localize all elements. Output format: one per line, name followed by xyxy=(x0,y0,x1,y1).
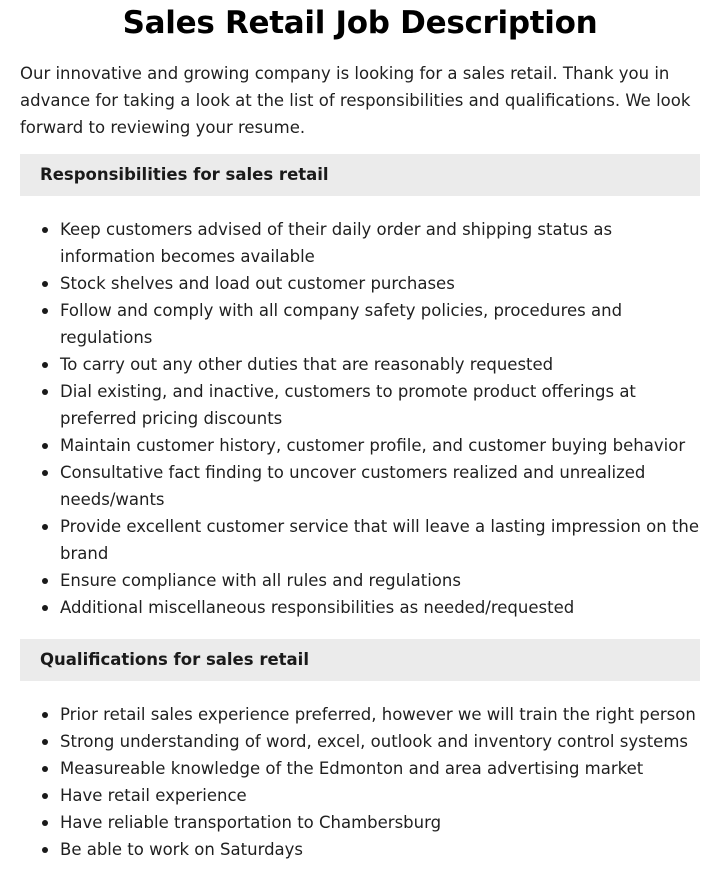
bullet-icon xyxy=(42,820,48,826)
list-item xyxy=(20,755,700,782)
bullet-icon xyxy=(42,389,48,395)
list-item xyxy=(20,594,700,621)
responsibilities-header: Responsibilities for sales retail xyxy=(20,154,700,196)
list-item-text: Consultative fact finding to uncover customers realized and unrealized needs/wants xyxy=(60,463,646,509)
bullet-icon xyxy=(42,308,48,314)
list-item-text: Measureable knowledge of the Edmonton and area advertising market xyxy=(60,759,644,778)
bullet-icon xyxy=(42,281,48,287)
bullet-icon xyxy=(42,362,48,368)
bullet-icon xyxy=(42,578,48,584)
list-item-text: Keep customers advised of their daily order and shipping status as information becomes available xyxy=(60,220,613,266)
list-item-text: Provide excellent customer service that will leave a lasting impression on the brand xyxy=(60,517,700,563)
list-item-text: Prior retail sales experience preferred, however we will train the right person xyxy=(60,705,696,724)
list-item-text: Strong understanding of word, excel, outlook and inventory control systems xyxy=(60,732,688,751)
bullet-icon xyxy=(42,443,48,449)
responsibilities-list xyxy=(20,216,700,621)
bullet-icon xyxy=(42,766,48,772)
list-item xyxy=(20,567,700,594)
list-item xyxy=(20,378,700,432)
qualifications-list xyxy=(20,701,700,863)
bullet-icon xyxy=(42,605,48,611)
list-item-text: Have reliable transportation to Chambersburg xyxy=(60,813,442,832)
page-title: Sales Retail Job Description xyxy=(122,5,598,41)
bullet-icon xyxy=(42,793,48,799)
bullet-icon xyxy=(42,524,48,530)
bullet-icon xyxy=(42,739,48,745)
list-item xyxy=(20,513,700,567)
list-item xyxy=(20,270,700,297)
bullet-icon xyxy=(42,470,48,476)
bullet-icon xyxy=(42,847,48,853)
list-item xyxy=(20,701,700,728)
list-item-text: Additional miscellaneous responsibilities as needed/requested xyxy=(60,598,575,617)
list-item xyxy=(20,782,700,809)
bullet-icon xyxy=(42,227,48,233)
list-item xyxy=(20,836,700,863)
list-item xyxy=(20,459,700,513)
list-item-text: To carry out any other duties that are reasonably requested xyxy=(60,355,554,374)
bullet-icon xyxy=(42,712,48,718)
list-item xyxy=(20,432,700,459)
list-item-text: Dial existing, and inactive, customers to promote product offerings at preferred pricing discounts xyxy=(60,382,636,428)
list-item-text: Follow and comply with all company safety policies, procedures and regulations xyxy=(60,301,623,347)
list-item-text: Be able to work on Saturdays xyxy=(60,840,304,859)
list-item xyxy=(20,809,700,836)
list-item-text: Maintain customer history, customer profile, and customer buying behavior xyxy=(60,436,686,455)
list-item-text: Stock shelves and load out customer purchases xyxy=(60,274,455,293)
list-item xyxy=(20,728,700,755)
intro-paragraph: Our innovative and growing company is looking for a sales retail. Thank you in advance for taking a look at the list of responsibilities and qualifications. We look forward to reviewing your resume. xyxy=(20,64,691,137)
qualifications-header: Qualifications for sales retail xyxy=(20,639,700,681)
list-item-text: Ensure compliance with all rules and regulations xyxy=(60,571,461,590)
list-item xyxy=(20,297,700,351)
list-item xyxy=(20,351,700,378)
list-item xyxy=(20,216,700,270)
list-item-text: Have retail experience xyxy=(60,786,247,805)
